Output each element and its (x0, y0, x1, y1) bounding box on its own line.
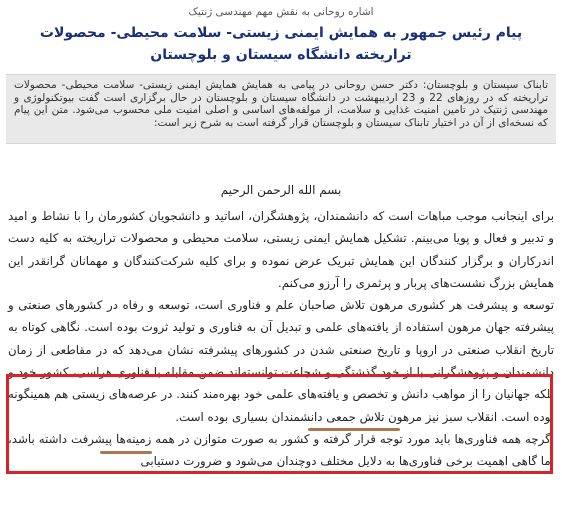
article-body (8, 205, 554, 473)
paragraph-3: اگرچه همه فناوری‌ها باید مورد توجه قرار گرفته و کشور به صورت متوازن در همه زمینه‌ها پیشرفت داشته باشد، اما گاهی اهمیت برخی فناوری‌ها به دلایل مختلف دوچندان می‌شود و ضرورت دستیابی (8, 431, 554, 469)
article-kicker: اشاره روحانی به نقش مهم مهندسی ژنتیک (188, 6, 374, 18)
paragraph-2: توسعه و پیشرفت هر کشوری مرهون تلاش صاحبان علم و فناوری است، توسعه و رفاه در کشورهای صنعتی و پیشرفته جهان مرهون استفاده از یافته‌های علمی و تبدیل آن به فناوری و تولید ثروت بوده است. نگاهی کوتاه به تاریخ انقلاب صنعتی در اروپا و تاریخ صنعتی شدن در کشورهای پیشرفته نشان می‌دهد که در مقاطعی از زمان دانشمندان و پژوهشگرانی با از خود گذشتگی و شجاعت توانسته‌اند ضمن مقابله با فناوری هراسی، کشور خود و بلکه جهانیان را از مواهب دانش و تخصص و یافته‌های علمی خود بهره‌مند کنند. در عرصه‌های زیستی هم همینگونه بوده است. انقلاب سبز نیز مرهون تلاش جمعی دانشمندان بسیاری بوده است. (8, 298, 554, 424)
article-lead: تابناک سیستان و بلوچستان: دکتر حسن روحانی در پیامی به همایش همایش ایمنی زیستی- سلامت محیطی- محصولات تراریخته که در روزهای 22 و 23 اردیبهشت در دانشگاه سیستان و بلوچستان در حال برگزاری است گفت بیوتکنولوژی و مهندسی ژنتیک در تامین امنیت غذایی و سلامت، از مولفه‌های اساسی و اصلی امنیت ملی محسوب می‌شود. متن این پیام که نسخه‌ای از آن در اختیار تابناک سیستان و بلوچستان قرار گرفته است به شرح زیر است: (6, 74, 556, 144)
paragraph-1: برای اینجانب موجب مباهات است که دانشمندان، پژوهشگران، اساتید و دانشجویان کشورمان را با نشاط و امید و تدبیر و فعال و پویا می‌بینم. تشکیل همایش ایمنی زیستی، سلامت محیطی و محصولات تراریخته به کلیه دست اندرکاران و برگزار کنندگان این همایش تبریک عرض نموده و برای کلیه شرکت‌کنندگان و مهمانان گرانقدر این همایش بزرگ نشست‌های پربار و پرثمری را آرزو می‌کنم. (8, 209, 554, 290)
basmala-line: بسم الله الرحمن الرحیم (220, 183, 342, 197)
article-headline[interactable]: پیام رئیس جمهور به همایش ایمنی زیستی- سلامت محیطی- محصولات تراریخته دانشگاه سیستان و بلوچستان (39, 25, 523, 63)
